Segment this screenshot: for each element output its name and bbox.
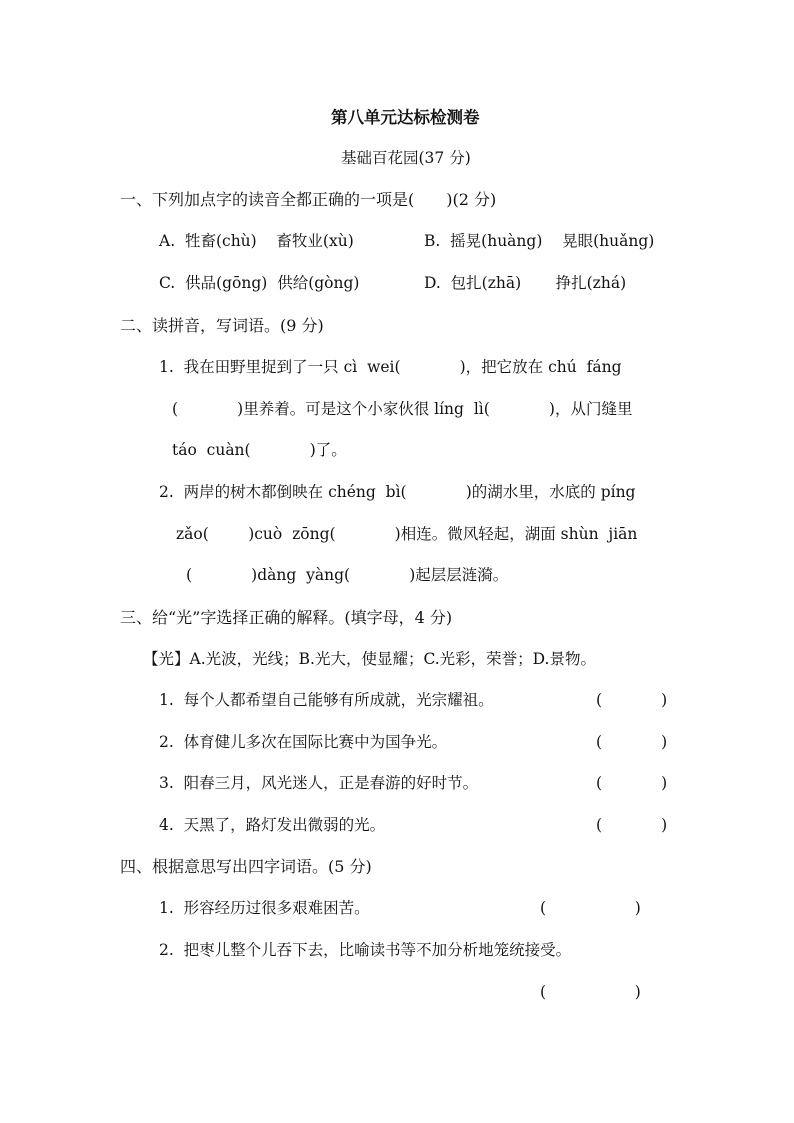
section-subtitle: 基础百花园(37 分) <box>341 149 471 167</box>
q3-item: 3. 阳春三月，风光迷人，正是春游的好时节。 <box>159 774 479 792</box>
q2-heading: 二、读拼音，写词语。(9 分) <box>120 316 324 335</box>
q3-item: 4. 天黑了，路灯发出微弱的光。 <box>159 816 386 834</box>
q3-definitions: 【光】A.光波，光线；B.光大，使显耀；C.光彩，荣誉；D.景物。 <box>143 650 596 668</box>
q2-item2-line3: ( )dàng yàng( )起层层涟漪。 <box>186 566 509 584</box>
q4-item1: 1. 形容经历过很多艰难困苦。 <box>159 899 370 917</box>
q1-option-b: B. 摇晃(huàng) 晃眼(huǎng) <box>424 232 655 250</box>
q1-option-d: D. 包扎(zhā) 挣扎(zhá) <box>424 274 627 292</box>
q3-heading: 三、给“光”字选择正确的解释。(填字母，4 分) <box>120 608 453 627</box>
q2-item2-line2: zǎo( )cuò zōng( )相连。微风轻起，湖面 shùn jiān <box>176 525 638 543</box>
q3-answer-blank[interactable]: ( ) <box>596 816 668 834</box>
q1-option-a: A. 牲畜(chù) 畜牧业(xù) <box>159 232 354 250</box>
q4-item2: 2. 把枣儿整个儿吞下去，比喻读书等不加分析地笼统接受。 <box>159 941 572 959</box>
q2-item1-line1: 1. 我在田野里捉到了一只 cì wei( )，把它放在 chú fáng <box>159 358 622 376</box>
q1-option-c: C. 供品(gōng) 供给(gòng) <box>159 274 360 292</box>
q2-item2-line1: 2. 两岸的树木都倒映在 chéng bì( )的湖水里，水底的 píng <box>159 483 636 501</box>
q4-answer-blank[interactable]: ( ) <box>540 899 641 917</box>
q1-heading: 一、下列加点字的读音全都正确的一项是( )(2 分) <box>120 190 497 209</box>
q3-answer-blank[interactable]: ( ) <box>596 691 668 709</box>
q2-item1-line2: ( )里养着。可是这个小家伙很 líng lì( )，从门缝里 <box>172 400 633 418</box>
q4-answer-blank[interactable]: ( ) <box>540 983 641 1001</box>
q2-item1-line3: táo cuàn( )了。 <box>172 441 347 459</box>
q3-item: 1. 每个人都希望自己能够有所成就，光宗耀祖。 <box>159 691 494 709</box>
page-title: 第八单元达标检测卷 <box>331 108 480 127</box>
q4-heading: 四、根据意思写出四字词语。(5 分) <box>120 857 372 876</box>
q3-answer-blank[interactable]: ( ) <box>596 774 668 792</box>
q3-item: 2. 体育健儿多次在国际比赛中为国争光。 <box>159 733 448 751</box>
q3-answer-blank[interactable]: ( ) <box>596 733 668 751</box>
